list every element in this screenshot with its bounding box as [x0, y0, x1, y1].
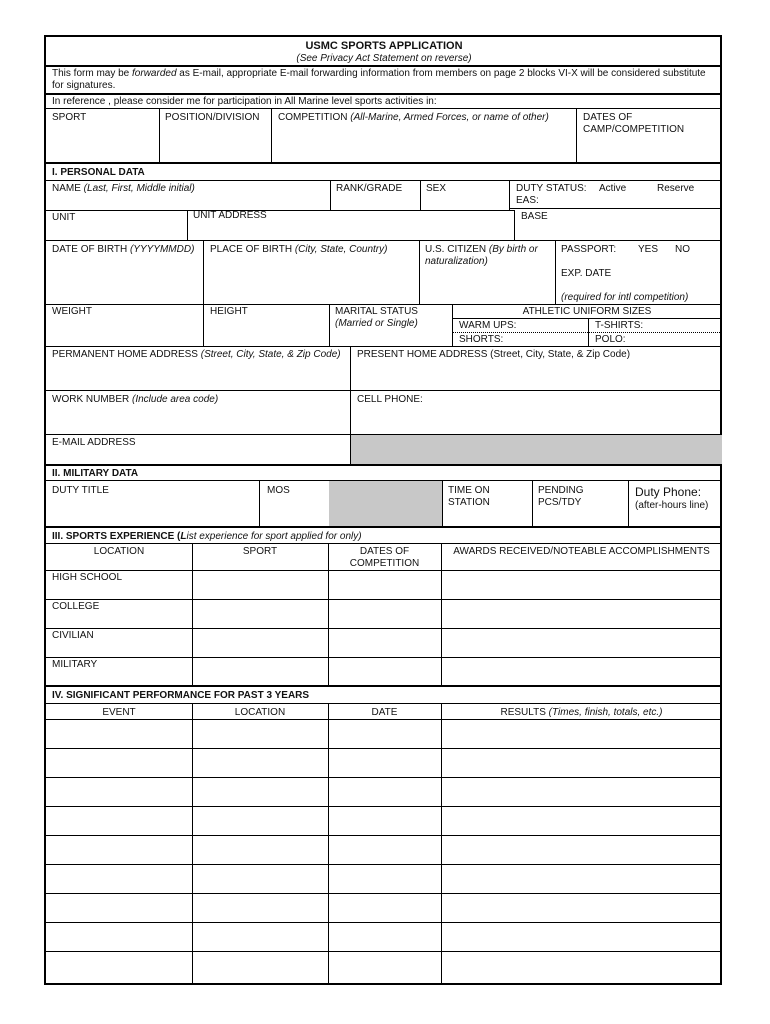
notice-line-2: for signatures.	[52, 80, 116, 91]
base-label: BASE	[521, 211, 548, 222]
form-title: USMC SPORTS APPLICATION	[305, 40, 463, 52]
list-item: HIGH SCHOOL	[52, 572, 123, 583]
shaded-block	[351, 435, 722, 464]
citizen-hint: naturalization)	[425, 256, 488, 267]
reserve-option: Reserve	[657, 183, 695, 194]
sex-label: SEX	[426, 183, 447, 194]
performance-heading: IV. SIGNIFICANT PERFORMANCE FOR PAST 3 YEARS	[52, 690, 310, 701]
after-hours-label: (after-hours line)	[635, 500, 709, 511]
time-on-label-2: STATION	[448, 497, 490, 508]
list-item: COLLEGE	[52, 601, 100, 612]
mos-label: MOS	[267, 485, 290, 496]
unit-address-label: UNIT ADDRESS	[193, 210, 267, 221]
col-awards: AWARDS RECEIVED/NOTEABLE ACCOMPLISHMENTS	[453, 546, 710, 557]
col-sport: SPORT	[242, 546, 278, 557]
work-number-label: WORK NUMBER (Include area code)	[52, 394, 219, 405]
col-event: EVENT	[102, 707, 136, 718]
competition-label: COMPETITION (All-Marine, Armed Forces, or name of other)	[278, 112, 549, 123]
personal-data-heading: I. PERSONAL DATA	[52, 167, 145, 178]
passport-no: NO	[675, 244, 690, 255]
polo-label: POLO:	[595, 334, 626, 345]
dates-label-1: DATES OF	[583, 112, 633, 123]
height-label: HEIGHT	[210, 306, 248, 317]
col-results: RESULTS (Times, finish, totals, etc.)	[500, 707, 663, 718]
position-label: POSITION/DIVISION	[165, 112, 260, 123]
passport-label: PASSPORT:	[561, 244, 617, 255]
pob-label: PLACE OF BIRTH (City, State, Country)	[210, 244, 388, 255]
rank-label: RANK/GRADE	[336, 183, 403, 194]
sport-label: SPORT	[52, 112, 87, 123]
duty-title-label: DUTY TITLE	[52, 485, 109, 496]
time-on-label-1: TIME ON	[448, 485, 490, 496]
name-label: NAME (Last, First, Middle initial)	[52, 183, 195, 194]
sports-experience-heading: III. SPORTS EXPERIENCE (List experience for sport applied for only)	[52, 531, 362, 542]
dob-label: DATE OF BIRTH (YYYYMMDD)	[52, 244, 195, 255]
eas-label: EAS:	[516, 195, 539, 206]
unit-label: UNIT	[52, 212, 76, 223]
weight-label: WEIGHT	[52, 306, 92, 317]
col-competition: COMPETITION	[349, 558, 420, 569]
exp-date-label: EXP. DATE	[561, 268, 612, 279]
present-address-label: PRESENT HOME ADDRESS (Street, City, State, & Zip Code)	[357, 349, 631, 360]
uniform-label: ATHLETIC UNIFORM SIZES	[522, 306, 652, 317]
notice-line-1: This form may be forwarded as E-mail, appropriate E-mail forwarding information from members on page 2 blocks VI-X will be considered substitute	[52, 68, 706, 79]
citizen-label: U.S. CITIZEN (By birth or	[425, 244, 538, 255]
form-subtitle: (See Privacy Act Statement on reverse)	[296, 53, 472, 64]
cell-phone-label: CELL PHONE:	[357, 394, 423, 405]
col-dates: DATES OF	[359, 546, 410, 557]
active-option: Active	[599, 183, 627, 194]
list-item: MILITARY	[52, 659, 98, 670]
pending-label-2: PCS/TDY	[538, 497, 582, 508]
list-item: CIVILIAN	[52, 630, 94, 641]
duty-phone-label: Duty Phone:	[635, 485, 702, 499]
marital-label: MARITAL STATUS	[335, 306, 418, 317]
permanent-address-label: PERMANENT HOME ADDRESS (Street, City, State, & Zip Code)	[52, 349, 341, 360]
t-shirts-label: T-SHIRTS:	[595, 320, 644, 331]
col-location: LOCATION	[93, 546, 145, 557]
shaded-block	[329, 481, 442, 526]
dates-label-2: CAMP/COMPETITION	[583, 124, 685, 135]
pending-label-1: PENDING	[538, 485, 584, 496]
duty-status-label: DUTY STATUS:	[516, 183, 587, 194]
email-label: E-MAIL ADDRESS	[52, 437, 136, 448]
military-data-heading: II. MILITARY DATA	[52, 468, 139, 479]
col-location: LOCATION	[234, 707, 286, 718]
passport-yes: YES	[638, 244, 659, 255]
col-date: DATE	[371, 707, 398, 718]
intl-note: (required for intl competition)	[561, 292, 689, 303]
marital-hint: (Married or Single)	[335, 318, 418, 329]
warm-ups-label: WARM UPS:	[459, 320, 517, 331]
reference-text: In reference , please consider me for participation in All Marine level sports activities in:	[52, 96, 437, 107]
shorts-label: SHORTS:	[459, 334, 504, 345]
